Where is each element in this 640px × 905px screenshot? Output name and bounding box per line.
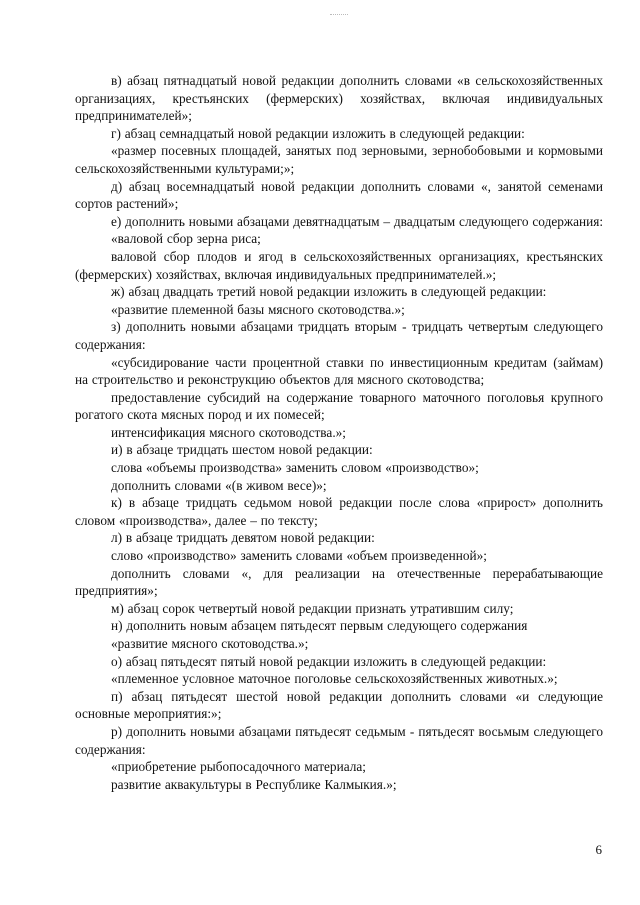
paragraph: м) абзац сорок четвертый новой редакции признать утратившим силу; [111,600,514,616]
paragraph: развитие аквакультуры в Республике Калмыкия.»; [111,776,397,792]
paragraph: слово «производство» заменить словами «объем произведенной»; [111,548,487,564]
paragraph: л) в абзаце тридцать девятом новой редакции: [111,530,375,546]
paragraph: е) дополнить новыми абзацами девятнадцатым – двадцатым следующего содержания: [111,213,604,229]
paragraph: «племенное условное маточное поголовье сельскохозяйственных животных.»; [111,671,558,687]
paragraph: слова «объемы производства» заменить словом «производство»; [111,460,479,476]
paragraph: г) абзац семнадцатый новой редакции изложить в следующей редакции: [111,125,525,141]
paragraph: и) в абзаце тридцать шестом новой редакции: [111,442,373,458]
paragraph: предоставление субсидий на содержание товарного маточного поголовья крупного рогатого скота мясных пород и их помесей; [75,389,603,423]
paragraph: р) дополнить новыми абзацами пятьдесят седьмым - пятьдесят восьмым следующего содержания: [75,723,603,757]
paragraph: «развитие племенной базы мясного скотоводства.»; [111,301,405,317]
paragraph: з) дополнить новыми абзацами тридцать вторым - тридцать четвертым следующего содержания: [75,319,603,352]
scan-mark [330,14,348,17]
paragraph: «приобретение рыбопосадочного материала; [111,759,366,775]
paragraph: в) абзац пятнадцатый новой редакции дополнить словами «в сельскохозяйственных организациях, крестьянских (фермерских) хозяйствах, включая индивидуальных предпринимателей»; [75,73,603,124]
paragraph: д) абзац восемнадцатый новой редакции дополнить словами «, занятой семенами сортов растений»; [75,178,603,212]
page-number: 6 [595,842,602,857]
paragraph: п) абзац пятьдесят шестой новой редакции дополнить словами «и следующие основные мероприятия:»; [75,688,603,722]
document-body [75,72,603,793]
paragraph: дополнить словами «, для реализации на отечественные перерабатывающие предприятия»; [75,565,603,599]
paragraph: «развитие мясного скотоводства.»; [111,636,309,651]
paragraph: к) в абзаце тридцать седьмом новой редакции после слова «прирост» дополнить словом «производства», далее – по тексту; [75,495,603,528]
paragraph: «субсидирование части процентной ставки по инвестиционным кредитам (займам) на строительство и реконструкцию объектов для мясного скотоводства; [75,354,603,388]
paragraph: «размер посевных площадей, занятых под зерновыми, зернобобовыми и кормовыми сельскохозяйственными культурами;»; [75,143,603,176]
paragraph: о) абзац пятьдесят пятый новой редакции изложить в следующей редакции: [111,653,547,669]
paragraph: дополнить словами «(в живом весе)»; [111,477,327,493]
paragraph: валовой сбор плодов и ягод в сельскохозяйственных организациях, крестьянских (фермерских) хозяйствах, включая индивидуальных предпринимателей.»; [75,248,603,282]
paragraph: «валовой сбор зерна риса; [111,231,261,247]
paragraph: интенсификация мясного скотоводства.»; [111,424,346,440]
paragraph: ж) абзац двадцать третий новой редакции изложить в следующей редакции: [111,284,547,300]
paragraph: н) дополнить новым абзацем пятьдесят первым следующего содержания [111,618,528,634]
